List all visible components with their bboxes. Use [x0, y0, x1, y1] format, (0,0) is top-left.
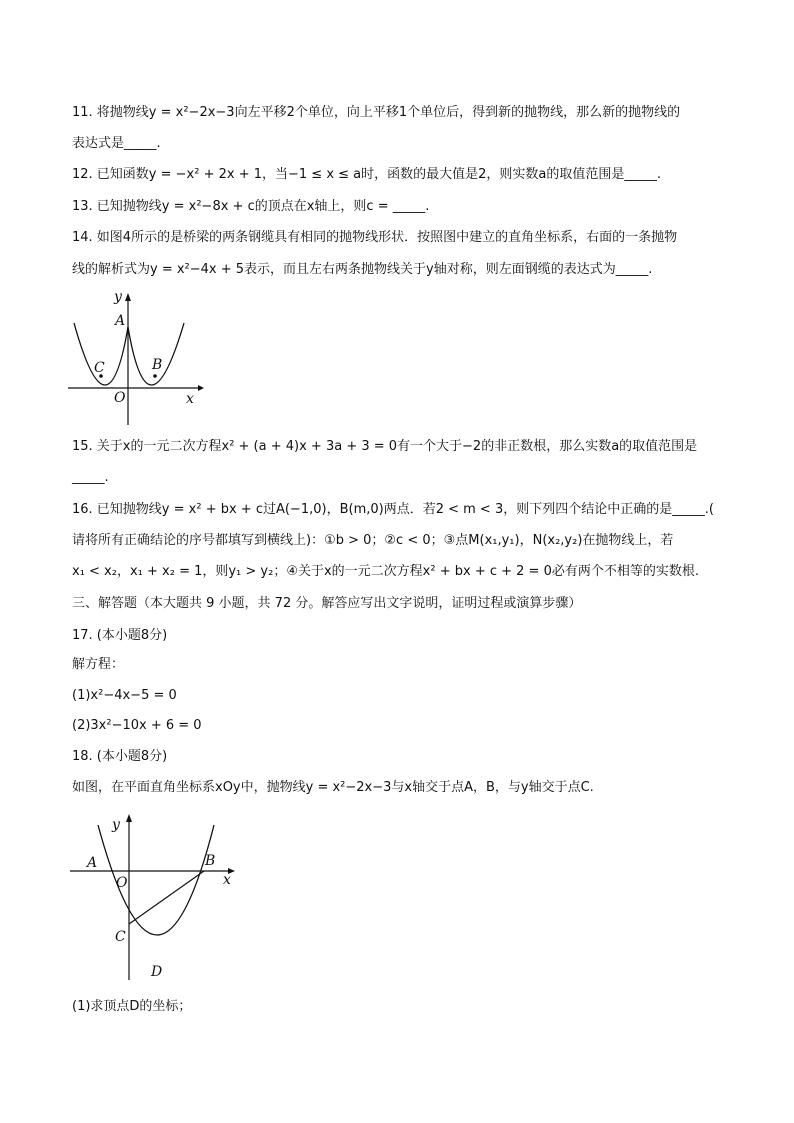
segment-bc	[129, 871, 204, 924]
question-12: 12. 已知函数y = −x² + 2x + 1，当−1 ≤ x ≤ a时，函数的最大值是2，则实数a的取值范围是_____.	[72, 167, 662, 182]
question-17-instruction: 解方程：	[72, 657, 125, 672]
point-b-label: B	[152, 357, 163, 373]
question-13: 13. 已知抛物线y = x²−8x + c的顶点在x轴上，则c = _____.	[72, 199, 430, 214]
point-c-label: C	[94, 360, 105, 376]
y-axis-label: y	[112, 817, 120, 833]
question-11-line-2: 表达式是_____.	[72, 136, 161, 151]
question-15-line-2: _____.	[72, 470, 109, 485]
section-3-heading: 三、解答题（本大题共 9 小题，共 72 分。解答应写出文字说明，证明过程或演算步骤）	[72, 596, 582, 611]
question-16-line-1: 16. 已知抛物线y = x² + bx + c过A(−1,0)，B(m,0)两点．若2 < m < 3，则下列四个结论中正确的是_____.(	[72, 502, 714, 517]
x-axis-label: x	[186, 391, 194, 407]
point-c-label: C	[115, 929, 126, 945]
question-16-line-3: x₁ < x₂，x₁ + x₂ = 1，则y₁ > y₂；④关于x的一元二次方程x² + bx + c + 2 = 0必有两个不相等的实数根.	[72, 564, 699, 579]
figure-14-cables	[66, 285, 206, 430]
point-a-label: A	[115, 313, 126, 329]
y-axis-label: y	[114, 289, 122, 305]
point-b-label: B	[205, 853, 216, 869]
question-18-part-1: (1)求顶点D的坐标；	[72, 999, 192, 1014]
question-14-line-1: 14. 如图4所示的是桥梁的两条钢缆具有相同的抛物线形状．按照图中建立的直角坐标系，右面的一条抛物	[72, 230, 678, 245]
point-d-label: D	[151, 964, 163, 980]
y-axis-arrow	[126, 814, 132, 822]
question-11-line-1: 11. 将抛物线y = x²−2x−3向左平移2个单位，向上平移1个单位后，得到新的抛物线，那么新的抛物线的	[72, 105, 681, 120]
question-17-heading: 17. (本小题8分)	[72, 628, 168, 643]
question-16-line-2: 请将所有正确结论的序号都填写到横线上)：①b > 0；②c < 0；③点M(x₁,y₁)，N(x₂,y₂)在抛物线上，若	[72, 533, 674, 548]
figure-18-parabola	[68, 810, 248, 985]
question-14-line-2: 线的解析式为y = x²−4x + 5表示，而且左右两条抛物线关于y轴对称，则左面钢缆的表达式为_____.	[72, 262, 653, 277]
origin-label: O	[116, 875, 128, 891]
x-axis-arrow	[198, 385, 204, 391]
x-axis-label: x	[223, 872, 231, 888]
question-18-heading: 18. (本小题8分)	[72, 749, 168, 764]
point-b	[153, 374, 157, 378]
y-axis-arrow	[125, 293, 131, 301]
question-15-line-1: 15. 关于x的一元二次方程x² + (a + 4)x + 3a + 3 = 0有一个大于−2的非正数根，那么实数a的取值范围是	[72, 439, 698, 454]
question-17-part-2: (2)3x²−10x + 6 = 0	[72, 718, 202, 733]
origin-label: O	[114, 390, 126, 406]
question-17-part-1: (1)x²−4x−5 = 0	[72, 688, 177, 703]
point-a-label: A	[87, 855, 98, 871]
question-18-statement: 如图，在平面直角坐标系xOy中，抛物线y = x²−2x−3与x轴交于点A，B，与y轴交于点C.	[72, 780, 594, 795]
